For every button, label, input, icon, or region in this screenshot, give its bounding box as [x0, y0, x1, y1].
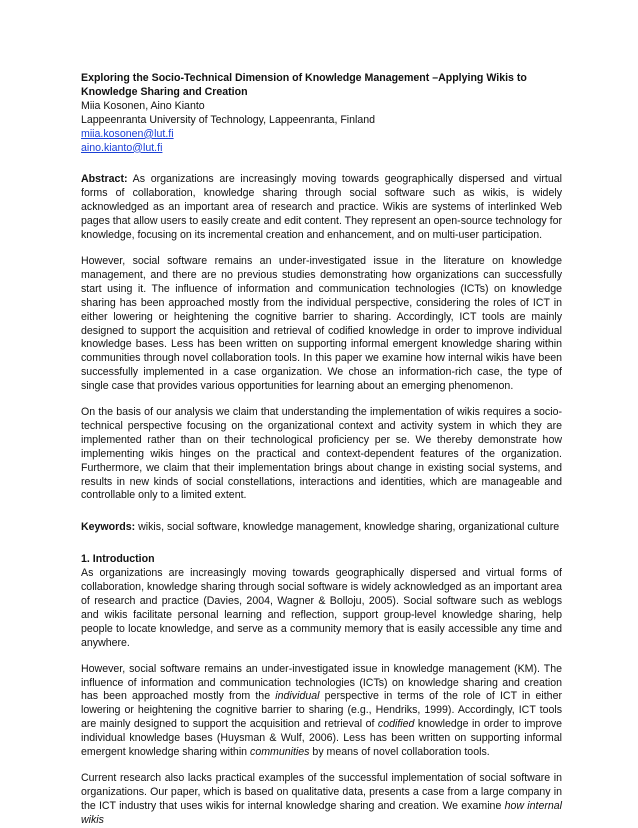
- intro-p2-emphasis-codified: codified: [377, 718, 415, 731]
- intro-p3-emphasis: how internal wikis: [81, 799, 563, 826]
- keywords-line: [81, 521, 562, 535]
- email-link-2[interactable]: aino.kianto@lut.fi: [81, 141, 163, 154]
- intro-p2-part-d: by means of novel collaboration tools.: [309, 746, 490, 759]
- abstract-paragraph-2: However, social software remains an under-investigated issue in the literature on knowledge management, and there are no previous studies demonstrating how organizations can successfully start using it. The influence of information and communication technologies (ICTs) on knowledge sharing has been approached mostly from the individual perspective, considering the roles of ICT in either lowering or heightening the cognitive barrier to sharing. Accordingly, ICT tools are mainly designed to support the acquisition and retrieval of codified knowledge in order to improve individual knowledge bases. Less has been written on supporting informal emergent knowledge sharing within communities through novel collaboration tools. In this paper we examine how internal wikis have been successfully implemented in a case organization. We chose an information-rich case, the type of single case that provides various opportunities for learning about an emerging phenomenon.: [81, 254, 562, 393]
- abstract-paragraph-1: [81, 173, 562, 243]
- intro-paragraph-1: As organizations are increasingly moving towards geographically dispersed and virtual forms of collaboration, knowledge sharing through social software is widely acknowledged as an important area of research and practice (Davies, 2004, Wagner & Bolloju, 2005). Social software such as weblogs and wikis facilitate personal learning and reflection, support group-level knowledge sharing, help people to locate knowledge, and serve as a community memory that is easily accessible any time and anywhere.: [81, 567, 562, 649]
- email-link-1[interactable]: miia.kosonen@lut.fi: [81, 127, 174, 140]
- intro-p2-emphasis-individual: individual: [275, 690, 320, 703]
- paper-page: [81, 72, 562, 828]
- abstract-text-1: As organizations are increasingly moving towards geographically dispersed and virtual forms of collaboration, knowledge sharing through social software such as wikis, is widely acknowledged as an important area of research and practice. Wikis are systems of interlinked Web pages that allow users to easily create and edit content. They represent an open-source technology for knowledge, focusing on its incremental creation and enhancement, and on multi-user participation.: [81, 173, 562, 242]
- abstract-label: Abstract:: [81, 173, 128, 186]
- keywords-text: wikis, social software, knowledge management, knowledge sharing, organizational culture: [135, 521, 560, 534]
- intro-p2-part-b: perspective in terms of the role of ICT in either lowering or heightening the cognitive barrier to sharing (e.g., Hendriks, 1999). Accordingly, ICT tools are mainly designed to support the acquisition and retrieval of: [81, 690, 562, 731]
- intro-p2-emphasis-communities: communities: [250, 746, 310, 759]
- intro-paragraph-2: [81, 663, 562, 760]
- paper-title: Exploring the Socio-Technical Dimension of Knowledge Management –Applying Wikis to Knowledge Sharing and Creation: [81, 72, 527, 98]
- section-heading-introduction: 1. Introduction: [81, 553, 155, 566]
- intro-p3-part-a: Current research also lacks practical examples of the successful implementation of social software in organizations. Our paper, which is based on qualitative data, presents a case from a large company in the ICT industry that uses wikis for internal knowledge sharing and creation. We examine: [81, 771, 562, 812]
- abstract-paragraph-3: On the basis of our analysis we claim that understanding the implementation of wikis requires a socio-technical perspective focusing on the organizational context and activity system in which they are implemented rather than on their technological proficiency per se. We thereby demonstrate how implementing wikis hinges on the practical and context-dependent features of the organization. Furthermore, we claim that their implementation brings about change in existing social systems, and results in new kinds of social constellations, interactions and identities, which are manageable and controllable only to a limited extent.: [81, 406, 562, 502]
- intro-p2-part-a: However, social software remains an under-investigated issue in knowledge management (KM). The influence of information and communication technologies (ICTs) on knowledge sharing and creation has been approached mostly from the: [81, 662, 562, 703]
- authors: Miia Kosonen, Aino Kianto: [81, 99, 205, 112]
- intro-paragraph-3: [81, 772, 562, 828]
- intro-p2-part-c: knowledge in order to improve individual knowledge bases (Huysman & Wulf, 2006). Less has been written on supporting informal emergent knowledge sharing within: [81, 718, 563, 759]
- keywords-label: Keywords:: [81, 521, 136, 534]
- affiliation: Lappeenranta University of Technology, Lappeenranta, Finland: [81, 113, 376, 126]
